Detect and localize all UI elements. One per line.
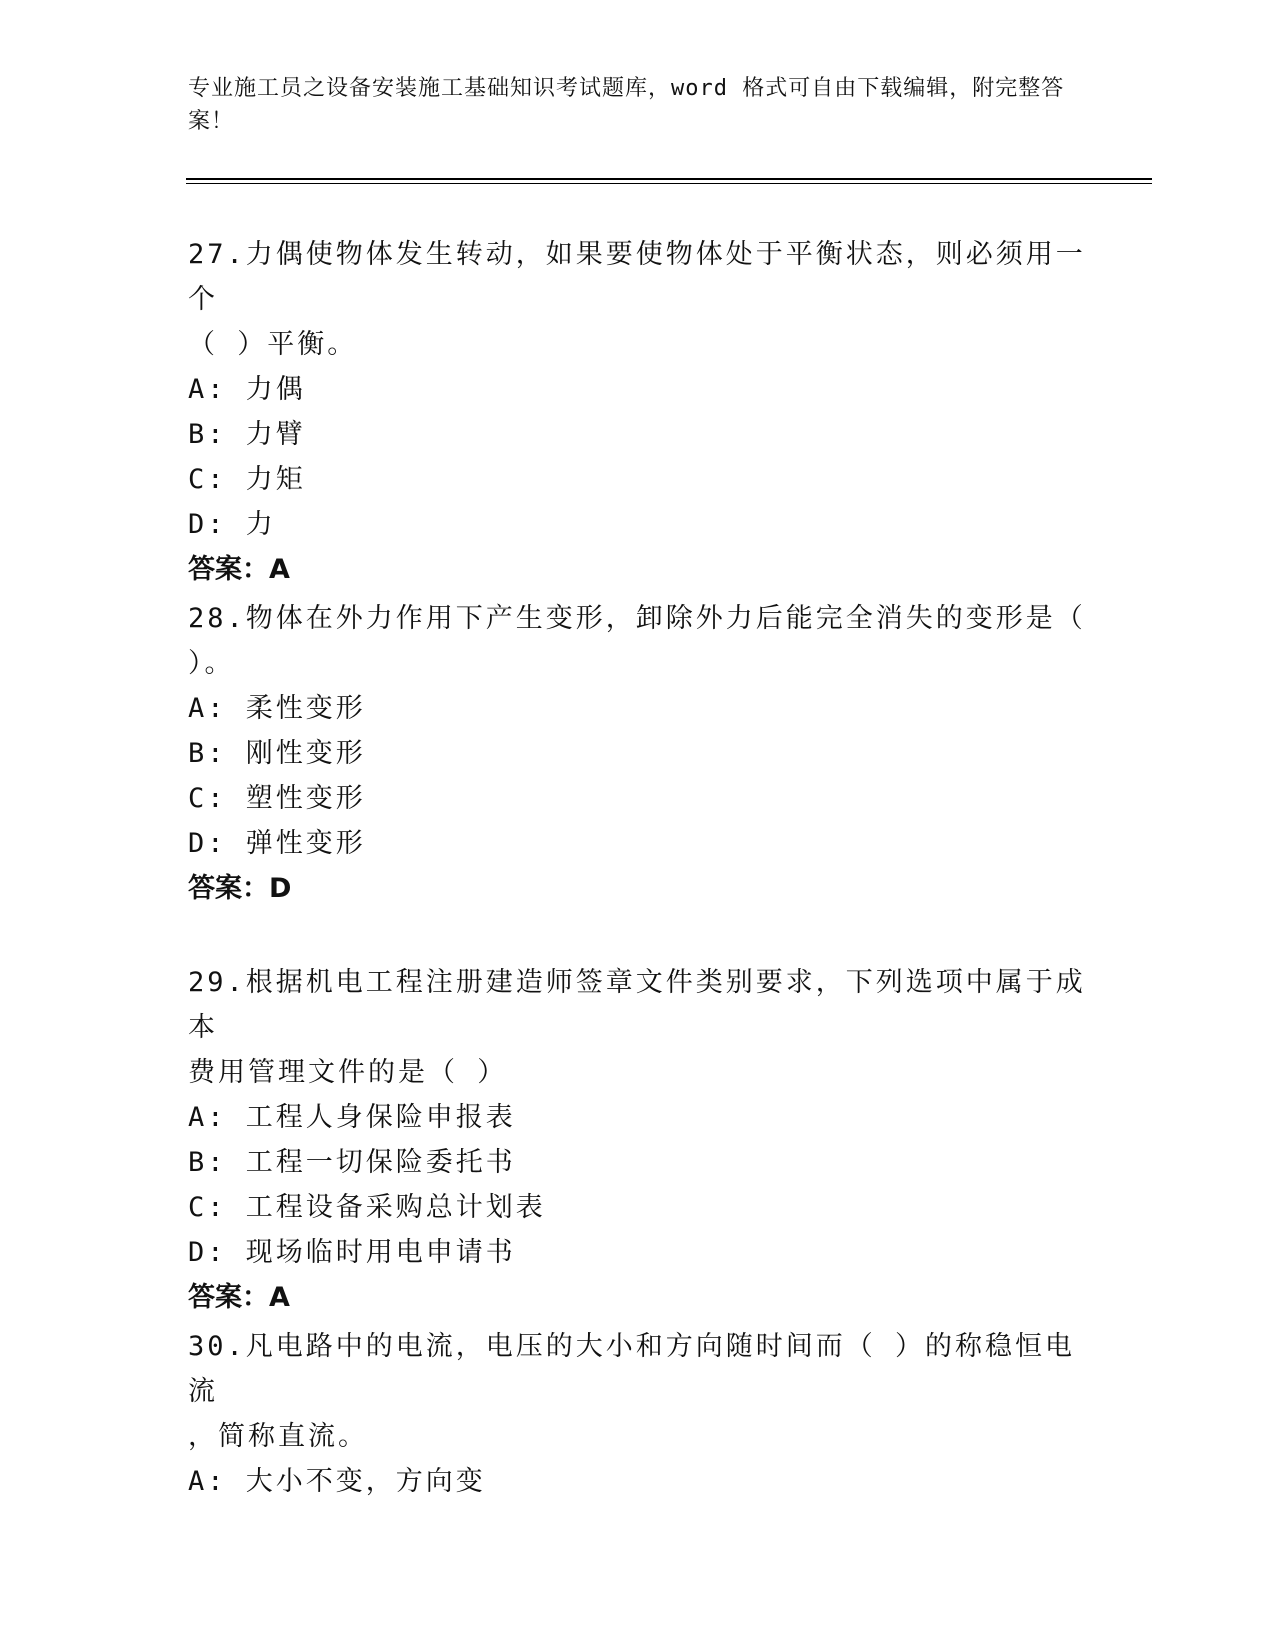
- answer: 答案：D: [188, 873, 292, 904]
- header-divider-thick: [186, 178, 1152, 180]
- question-stem-line2: ）。: [188, 648, 235, 679]
- question-stem-line1: 30.凡电路中的电流，电压的大小和方向随时间而（ ）的称稳恒电流: [188, 1331, 1076, 1407]
- option-c: C: 塑性变形: [188, 783, 366, 814]
- option-a: A: 工程人身保险申报表: [188, 1102, 516, 1133]
- question-27: [188, 232, 1088, 593]
- question-stem-line1: 28.物体在外力作用下产生变形，卸除外力后能完全消失的变形是（: [188, 603, 1086, 634]
- question-30: [188, 1324, 1088, 1504]
- question-stem-line1: 27.力偶使物体发生转动，如果要使物体处于平衡状态，则必须用一个: [188, 239, 1086, 315]
- option-d: D: 力: [188, 509, 276, 540]
- question-stem-line2: 费用管理文件的是（ ）: [188, 1057, 508, 1088]
- question-stem-line2: （ ）平衡。: [188, 329, 358, 360]
- option-a: A: 力偶: [188, 374, 306, 405]
- option-c: C: 工程设备采购总计划表: [188, 1192, 546, 1223]
- header-text: 专业施工员之设备安装施工基础知识考试题库，word 格式可自由下载编辑，附完整答案！: [188, 76, 1065, 134]
- option-b: B: 工程一切保险委托书: [188, 1147, 516, 1178]
- question-stem-line2: ，简称直流。: [188, 1421, 368, 1452]
- option-a: A: 柔性变形: [188, 693, 366, 724]
- option-d: D: 弹性变形: [188, 828, 366, 859]
- question-29: [188, 960, 1088, 1321]
- question-28: [188, 596, 1088, 912]
- document-header: [188, 72, 1078, 138]
- option-d: D: 现场临时用电申请书: [188, 1237, 516, 1268]
- answer: 答案：A: [188, 554, 290, 585]
- answer: 答案：A: [188, 1282, 290, 1313]
- option-b: B: 力臂: [188, 419, 306, 450]
- option-a: A: 大小不变，方向变: [188, 1466, 486, 1497]
- header-divider-thin: [186, 183, 1152, 184]
- option-b: B: 刚性变形: [188, 738, 366, 769]
- option-c: C: 力矩: [188, 464, 306, 495]
- question-stem-line1: 29.根据机电工程注册建造师签章文件类别要求，下列选项中属于成本: [188, 967, 1086, 1043]
